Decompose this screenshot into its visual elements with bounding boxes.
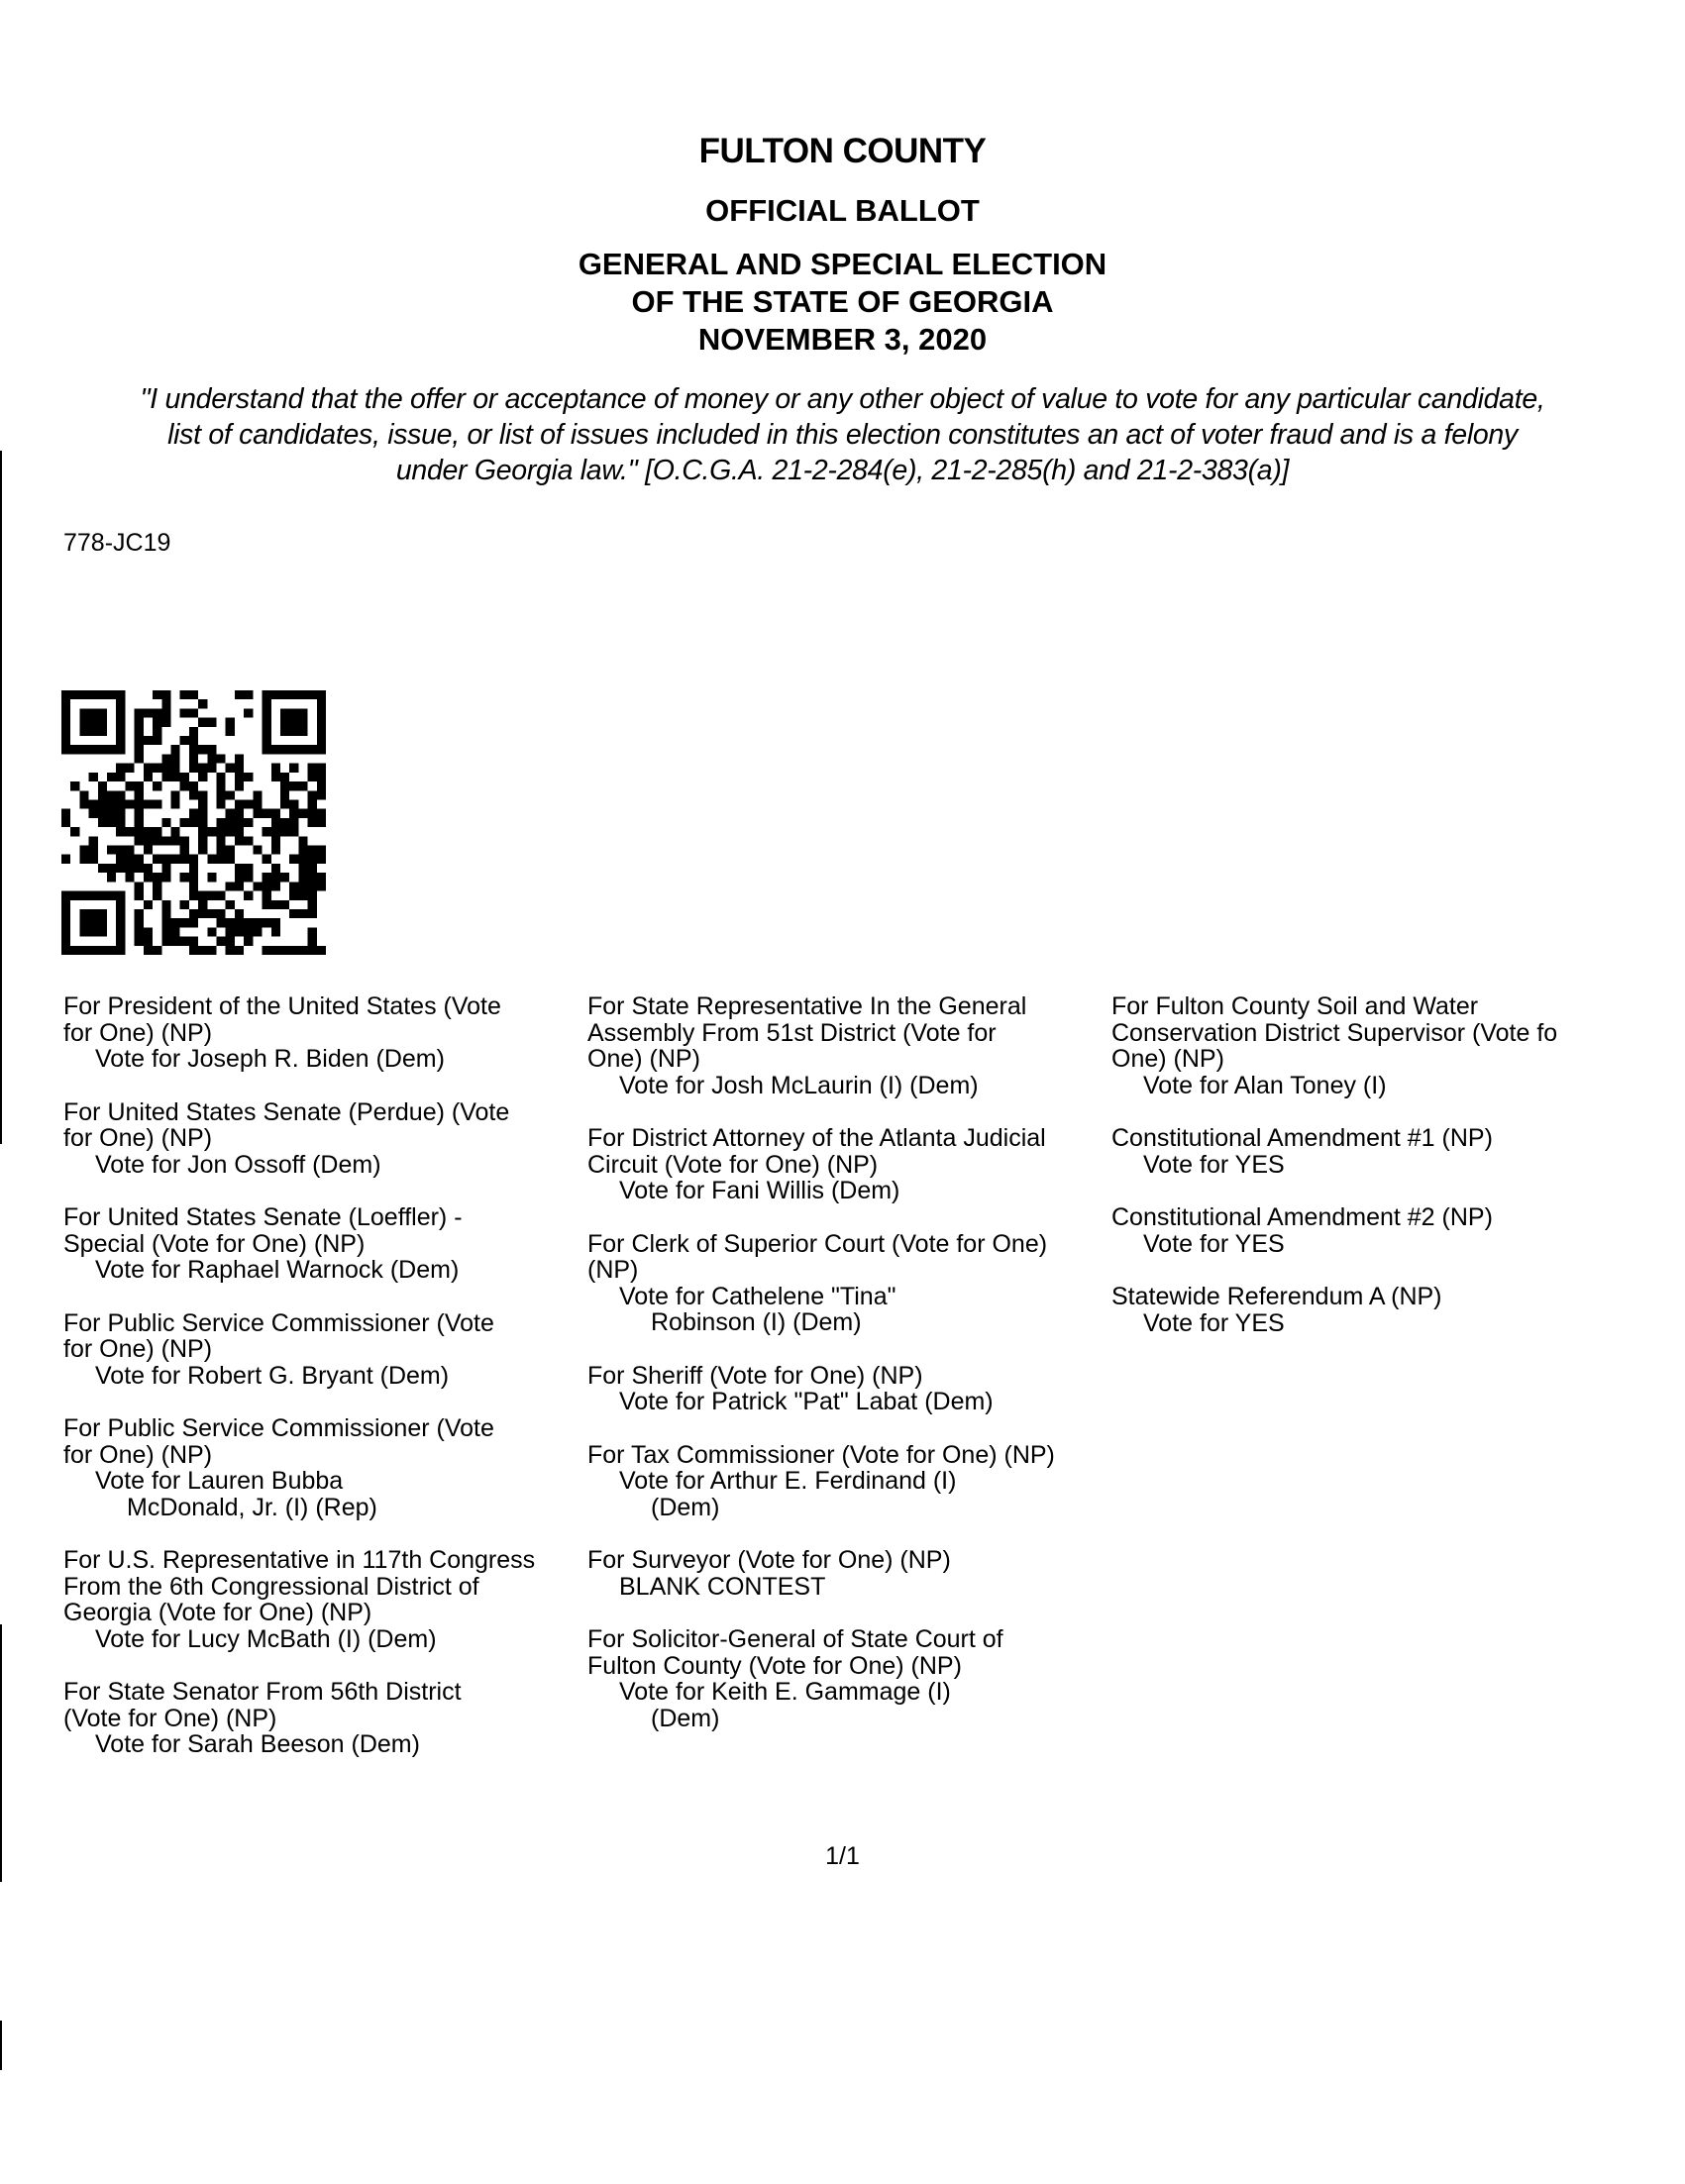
vote-selection <box>63 1152 588 1179</box>
column-1 <box>63 993 588 1785</box>
vote-selection-line: Vote for Robert G. Bryant (Dem) <box>95 1361 450 1390</box>
contest-title: Statewide Referendum A (NP) <box>1111 1283 1442 1310</box>
vote-selection <box>63 1468 588 1520</box>
vote-selection-line: BLANK CONTEST <box>619 1572 826 1601</box>
contest-selection <box>587 1363 1112 1415</box>
contest-title: Constitutional Amendment #1 (NP) <box>1111 1124 1493 1152</box>
contest-title: For District Attorney of the Atlanta Judicial <box>587 1124 1046 1152</box>
contest-title: From the 6th Congressional District of <box>63 1572 479 1601</box>
contest-selection <box>587 1125 1112 1204</box>
contest-title: for One) (NP) <box>63 1124 213 1152</box>
contest-title: For United States Senate (Loeffler) - <box>63 1203 463 1231</box>
vote-selection <box>1111 1231 1685 1258</box>
contest-title: Special (Vote for One) (NP) <box>63 1229 366 1258</box>
vote-selection <box>587 1284 1112 1336</box>
vote-selection-line: (Dem) <box>651 1704 720 1732</box>
scan-edge-mark <box>0 1624 2 1882</box>
vote-selection <box>63 1257 588 1284</box>
ballot-id: 778-JC19 <box>63 529 171 557</box>
election-date: NOVEMBER 3, 2020 <box>697 322 988 357</box>
vote-selection-line: Vote for Keith E. Gammage (I) <box>619 1678 951 1706</box>
statement-line: under Georgia law." [O.C.G.A. 21-2-284(e), 21-2-285(h) and 21-2-383(a)] <box>395 455 1290 486</box>
vote-selection-line: Vote for YES <box>1143 1150 1285 1179</box>
county-title: FULTON COUNTY <box>698 132 987 170</box>
scan-edge-mark <box>0 2021 2 2070</box>
contest-title: For U.S. Representative in 117th Congress <box>63 1546 536 1574</box>
statement-line: list of candidates, issue, or list of issues included in this election constitutes an act of voter fraud and is a felony <box>167 419 1518 451</box>
contest-selection <box>587 1442 1112 1521</box>
column-3 <box>1111 993 1685 1363</box>
contest-selection <box>587 1231 1112 1336</box>
contest-selection <box>587 993 1112 1098</box>
contest-title: for One) (NP) <box>63 1440 213 1469</box>
vote-selection <box>587 1073 1112 1099</box>
vote-selection-line: Robinson (I) (Dem) <box>651 1308 862 1336</box>
vote-selection-line: Vote for Joseph R. Biden (Dem) <box>95 1045 445 1073</box>
contest-title: For Public Service Commissioner (Vote <box>63 1414 494 1442</box>
vote-selection-line: Vote for Arthur E. Ferdinand (I) <box>619 1467 957 1495</box>
election-title-line: OF THE STATE OF GEORGIA <box>631 284 1054 319</box>
contest-selection <box>1111 1284 1685 1336</box>
vote-selection-line: Vote for Jon Ossoff (Dem) <box>95 1150 381 1179</box>
vote-selection <box>1111 1310 1685 1337</box>
vote-selection-line: Vote for YES <box>1143 1229 1285 1258</box>
vote-selection-line: (Dem) <box>651 1493 720 1521</box>
vote-selection-line: Vote for Alan Toney (I) <box>1143 1071 1387 1099</box>
contest-title: for One) (NP) <box>63 1335 213 1363</box>
contest-title: Fulton County (Vote for One) (NP) <box>587 1651 962 1680</box>
contest-title: Constitutional Amendment #2 (NP) <box>1111 1203 1493 1231</box>
vote-selection <box>1111 1152 1685 1179</box>
contest-selection <box>1111 1204 1685 1257</box>
vote-selection <box>587 1679 1112 1731</box>
vote-selection-line: McDonald, Jr. (I) (Rep) <box>127 1493 377 1521</box>
contest-selection <box>63 1310 588 1390</box>
vote-selection-line: Vote for Lucy McBath (I) (Dem) <box>95 1624 437 1653</box>
vote-selection <box>587 1178 1112 1204</box>
vote-selection <box>587 1468 1112 1520</box>
vote-selection-line: Vote for Fani Willis (Dem) <box>619 1177 900 1204</box>
vote-selection-line: Vote for Josh McLaurin (I) (Dem) <box>619 1071 979 1099</box>
voter-fraud-statement <box>59 381 1626 488</box>
contest-title: One) (NP) <box>1111 1045 1224 1073</box>
contest-selection <box>1111 1125 1685 1178</box>
election-title-line: GENERAL AND SPECIAL ELECTION <box>578 247 1107 281</box>
contest-title: For Public Service Commissioner (Vote <box>63 1308 494 1337</box>
contest-selection <box>63 1099 588 1179</box>
contest-selection <box>587 1547 1112 1600</box>
contest-title: For United States Senate (Perdue) (Vote <box>63 1097 510 1126</box>
contest-title: For Solicitor-General of State Court of <box>587 1625 1003 1653</box>
vote-selection-line: Vote for Sarah Beeson (Dem) <box>95 1730 420 1758</box>
election-title <box>0 246 1685 359</box>
qr-code-icon <box>61 690 326 955</box>
contest-selection <box>63 1415 588 1520</box>
contest-selection <box>63 1679 588 1758</box>
vote-selection <box>63 1363 588 1390</box>
contest-title: Conservation District Supervisor (Vote fo <box>1111 1018 1558 1047</box>
page-number: 1/1 <box>825 1842 860 1870</box>
contest-title: Georgia (Vote for One) (NP) <box>63 1599 372 1626</box>
vote-selection <box>1111 1073 1685 1099</box>
contest-title: For State Representative In the General <box>587 992 1027 1020</box>
contest-title: for One) (NP) <box>63 1018 213 1047</box>
vote-selection-line: Vote for YES <box>1143 1308 1285 1337</box>
vote-selection <box>587 1389 1112 1415</box>
vote-selection <box>63 1731 588 1758</box>
column-2 <box>587 993 1112 1758</box>
contest-title: (NP) <box>587 1256 639 1284</box>
vote-selection <box>63 1046 588 1073</box>
contest-selection <box>63 1204 588 1284</box>
contest-title: Assembly From 51st District (Vote for <box>587 1018 997 1047</box>
ballot-type-title: OFFICIAL BALLOT <box>705 193 980 228</box>
vote-selection-line: Vote for Lauren Bubba <box>95 1467 344 1495</box>
vote-selection <box>63 1626 588 1653</box>
contest-selection <box>63 993 588 1073</box>
vote-selection <box>587 1574 1112 1601</box>
contest-title: One) (NP) <box>587 1045 700 1073</box>
contest-title: For Surveyor (Vote for One) (NP) <box>587 1546 951 1574</box>
statement-line: "I understand that the offer or acceptance of money or any other object of value to vote for any particular candidate, <box>140 383 1545 415</box>
contest-title: For Sheriff (Vote for One) (NP) <box>587 1361 923 1390</box>
contest-title: For Clerk of Superior Court (Vote for One) <box>587 1229 1048 1258</box>
contest-selection <box>1111 993 1685 1098</box>
contest-title: (Vote for One) (NP) <box>63 1704 277 1732</box>
contest-selection <box>63 1547 588 1652</box>
contest-title: For Tax Commissioner (Vote for One) (NP) <box>587 1440 1055 1469</box>
vote-selection-line: Vote for Raphael Warnock (Dem) <box>95 1256 460 1284</box>
vote-selection-line: Vote for Patrick "Pat" Labat (Dem) <box>619 1388 994 1415</box>
contest-title: Circuit (Vote for One) (NP) <box>587 1150 879 1179</box>
contest-title: For State Senator From 56th District <box>63 1678 462 1706</box>
contest-title: For President of the United States (Vote <box>63 992 501 1020</box>
contest-selection <box>587 1626 1112 1731</box>
contest-title: For Fulton County Soil and Water <box>1111 992 1479 1020</box>
scan-edge-mark <box>0 451 2 1144</box>
vote-selection-line: Vote for Cathelene "Tina" <box>619 1282 896 1310</box>
